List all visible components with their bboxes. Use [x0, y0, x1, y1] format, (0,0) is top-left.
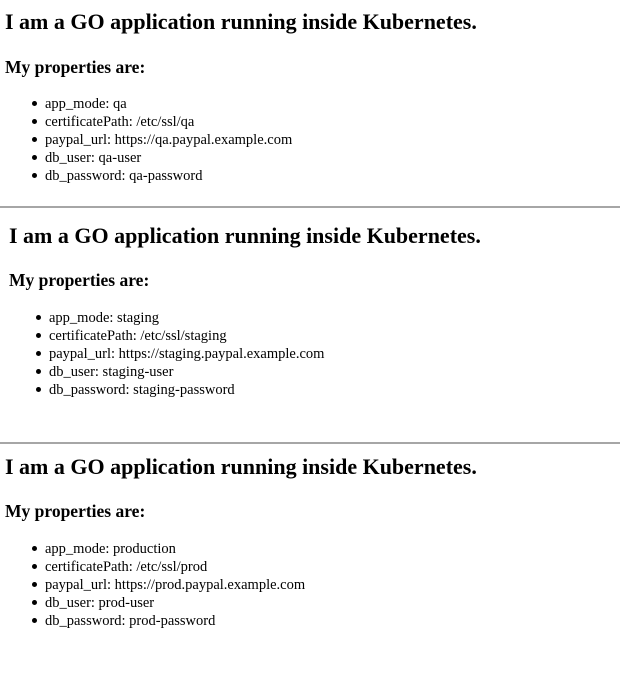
list-item	[49, 309, 324, 327]
property-db-password: db_password: staging-password	[49, 382, 235, 398]
property-certificate-path: certificatePath: /etc/ssl/prod	[45, 559, 208, 575]
property-app-mode: app_mode: staging	[49, 310, 159, 326]
property-app-mode: app_mode: qa	[45, 96, 127, 112]
list-item	[45, 540, 305, 558]
list-item	[49, 345, 324, 363]
list-item	[45, 594, 305, 612]
property-paypal-url: paypal_url: https://qa.paypal.example.com	[45, 132, 293, 148]
bullet-icon	[32, 137, 37, 142]
bullet-icon	[32, 618, 37, 623]
bullet-icon	[36, 315, 41, 320]
app-frame-qa	[0, 0, 620, 206]
bullet-icon	[32, 155, 37, 160]
list-item	[45, 113, 292, 131]
bullet-icon	[36, 369, 41, 374]
properties-list	[49, 309, 324, 399]
bullet-icon	[32, 101, 37, 106]
bullet-icon	[32, 582, 37, 587]
property-app-mode: app_mode: production	[45, 541, 176, 557]
property-db-user: db_user: prod-user	[45, 595, 155, 611]
property-certificate-path: certificatePath: /etc/ssl/staging	[49, 328, 227, 344]
property-paypal-url: paypal_url: https://prod.paypal.example.com	[45, 577, 306, 593]
list-item	[45, 149, 292, 167]
list-item	[45, 95, 292, 113]
page-title: I am a GO application running inside Kubernetes.	[9, 223, 481, 248]
property-db-user: db_user: staging-user	[49, 364, 174, 380]
list-item	[45, 576, 305, 594]
bullet-icon	[32, 546, 37, 551]
property-certificate-path: certificatePath: /etc/ssl/qa	[45, 114, 195, 130]
properties-list	[45, 95, 292, 185]
bullet-icon	[36, 387, 41, 392]
bullet-icon	[32, 600, 37, 605]
list-item	[45, 167, 292, 185]
app-frame-production	[0, 443, 620, 673]
properties-list	[45, 540, 305, 630]
properties-heading: My properties are:	[5, 501, 146, 521]
list-item	[45, 558, 305, 576]
list-item	[45, 131, 292, 149]
list-item	[49, 327, 324, 345]
list-item	[45, 612, 305, 630]
bullet-icon	[36, 351, 41, 356]
bullet-icon	[36, 333, 41, 338]
properties-heading: My properties are:	[5, 57, 146, 77]
list-item	[49, 363, 324, 381]
properties-heading: My properties are:	[9, 270, 150, 290]
page-title: I am a GO application running inside Kubernetes.	[5, 9, 477, 34]
property-paypal-url: paypal_url: https://staging.paypal.example.com	[49, 346, 325, 362]
app-frame-staging	[0, 206, 620, 443]
property-db-password: db_password: prod-password	[45, 613, 216, 629]
list-item	[49, 381, 324, 399]
property-db-user: db_user: qa-user	[45, 150, 142, 166]
bullet-icon	[32, 119, 37, 124]
bullet-icon	[32, 564, 37, 569]
property-db-password: db_password: qa-password	[45, 168, 203, 184]
page-title: I am a GO application running inside Kubernetes.	[5, 454, 477, 479]
bullet-icon	[32, 173, 37, 178]
